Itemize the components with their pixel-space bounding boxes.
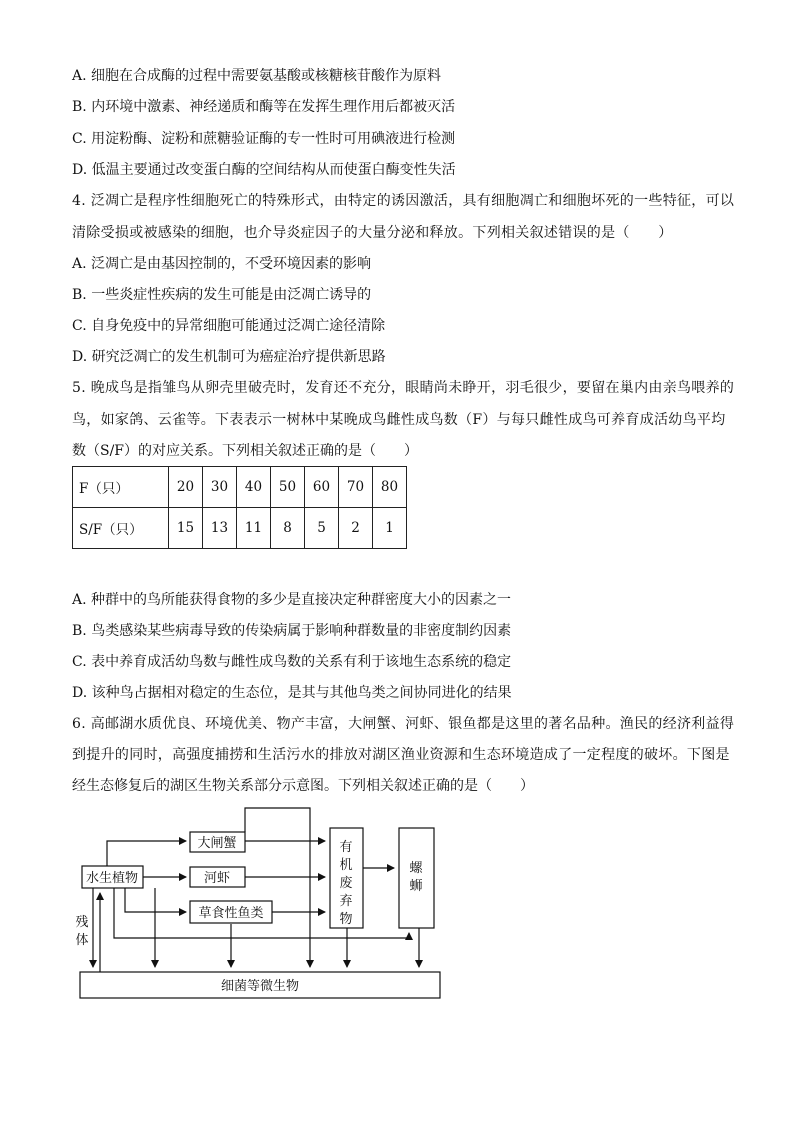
- q3-option-a: A. 细胞在合成酶的过程中需要氨基酸或核糖核苷酸作为原料: [72, 68, 442, 84]
- table-cell: 50: [271, 467, 305, 508]
- q5-option-d: D. 该种鸟占据相对稳定的生态位，是其与其他鸟类之间协同进化的结果: [72, 685, 512, 701]
- table-cell: 70: [339, 467, 373, 508]
- q3-option-b: B. 内环境中激素、神经递质和酶等在发挥生理作用后都被灭活: [72, 99, 456, 115]
- node-herbivorous-fish: 草食性鱼类: [198, 906, 264, 921]
- q6-stem-line-2: 到提升的同时，高强度捕捞和生活污水的排放对湖区渔业资源和生态环境造成了一定程度的破坏。下图是: [72, 747, 730, 763]
- q6-stem-line-1: 6. 高邮湖水质优良、环境优美、物产丰富，大闸蟹、河虾、银鱼都是这里的著名品种。渔民的经济利益得: [72, 716, 735, 732]
- q4-option-a: A. 泛凋亡是由基因控制的，不受环境因素的影响: [72, 256, 372, 272]
- q4-option-b: B. 一些炎症性疾病的发生可能是由泛凋亡诱导的: [72, 287, 372, 303]
- node-shrimp: 河虾: [203, 871, 231, 886]
- q6-stem-line-3: 经生态修复后的湖区生物关系部分示意图。下列相关叙述正确的是（ ）: [72, 778, 534, 794]
- q5-stem-line-1: 5. 晚成鸟是指雏鸟从卵壳里破壳时，发育还不充分，眼睛尚未睁开，羽毛很少，要留在巢内由亲鸟喂养的: [72, 380, 735, 396]
- node-organic-waste-char: 物: [339, 912, 353, 927]
- q5-option-c: C. 表中养育成活幼鸟数与雌性成鸟数的关系有利于该地生态系统的稳定: [72, 654, 512, 670]
- table-cell: 2: [339, 508, 373, 549]
- node-organic-waste-char: 弃: [339, 894, 353, 909]
- label-residue-char: 体: [75, 933, 89, 948]
- q4-stem-line-2: 清除受损或被感染的细胞，也介导炎症因子的大量分泌和释放。下列相关叙述错误的是（ ）: [72, 225, 673, 241]
- node-organic-waste-char: 废: [339, 876, 353, 891]
- q5-stem-line-3: 数（S/F）的对应关系。下列相关叙述正确的是（ ）: [72, 443, 419, 459]
- node-crab: 大闸蟹: [197, 836, 237, 851]
- node-organic-waste-char: 有: [339, 840, 353, 855]
- q4-option-d: D. 研究泛凋亡的发生机制可为癌症治疗提供新思路: [72, 349, 386, 365]
- table-cell: 11: [237, 508, 271, 549]
- node-snail-char: 螺: [409, 861, 423, 876]
- table-cell: 1: [373, 508, 407, 549]
- q5-option-a: A. 种群中的鸟所能获得食物的多少是直接决定种群密度大小的因素之一: [72, 592, 512, 608]
- table-header-f: F（只）: [73, 467, 169, 508]
- node-organic-waste-char: 机: [339, 858, 353, 873]
- node-bacteria: 细菌等微生物: [220, 979, 300, 994]
- label-residue-char: 残: [75, 915, 89, 930]
- table-cell: 20: [169, 467, 203, 508]
- table-cell: 30: [203, 467, 237, 508]
- q3-option-d: D. 低温主要通过改变蛋白酶的空间结构从而使蛋白酶变性失活: [72, 162, 456, 178]
- q4-option-c: C. 自身免疫中的异常细胞可能通过泛凋亡途径清除: [72, 318, 386, 334]
- q5-option-b: B. 鸟类感染某些病毒导致的传染病属于影响种群数量的非密度制约因素: [72, 623, 512, 639]
- table-cell: 80: [373, 467, 407, 508]
- table-cell: 40: [237, 467, 271, 508]
- table-cell: 60: [305, 467, 339, 508]
- table-cell: 8: [271, 508, 305, 549]
- table-cell: 13: [203, 508, 237, 549]
- node-snail-char: 蛳: [409, 879, 423, 894]
- node-aquatic-plants: 水生植物: [85, 871, 139, 886]
- table-cell: 15: [169, 508, 203, 549]
- q3-option-c: C. 用淀粉酶、淀粉和蔗糖验证酶的专一性时可用碘液进行检测: [72, 131, 456, 147]
- q4-stem-line-1: 4. 泛凋亡是程序性细胞死亡的特殊形式，由特定的诱因激活，具有细胞凋亡和细胞坏死的一些特征，可以: [72, 193, 735, 209]
- q5-stem-line-2: 鸟，如家鸽、云雀等。下表表示一树林中某晚成鸟雌性成鸟数（F）与每只雌性成鸟可养育成活幼鸟平均: [72, 412, 726, 428]
- table-header-sf: S/F（只）: [73, 508, 169, 549]
- table-cell: 5: [305, 508, 339, 549]
